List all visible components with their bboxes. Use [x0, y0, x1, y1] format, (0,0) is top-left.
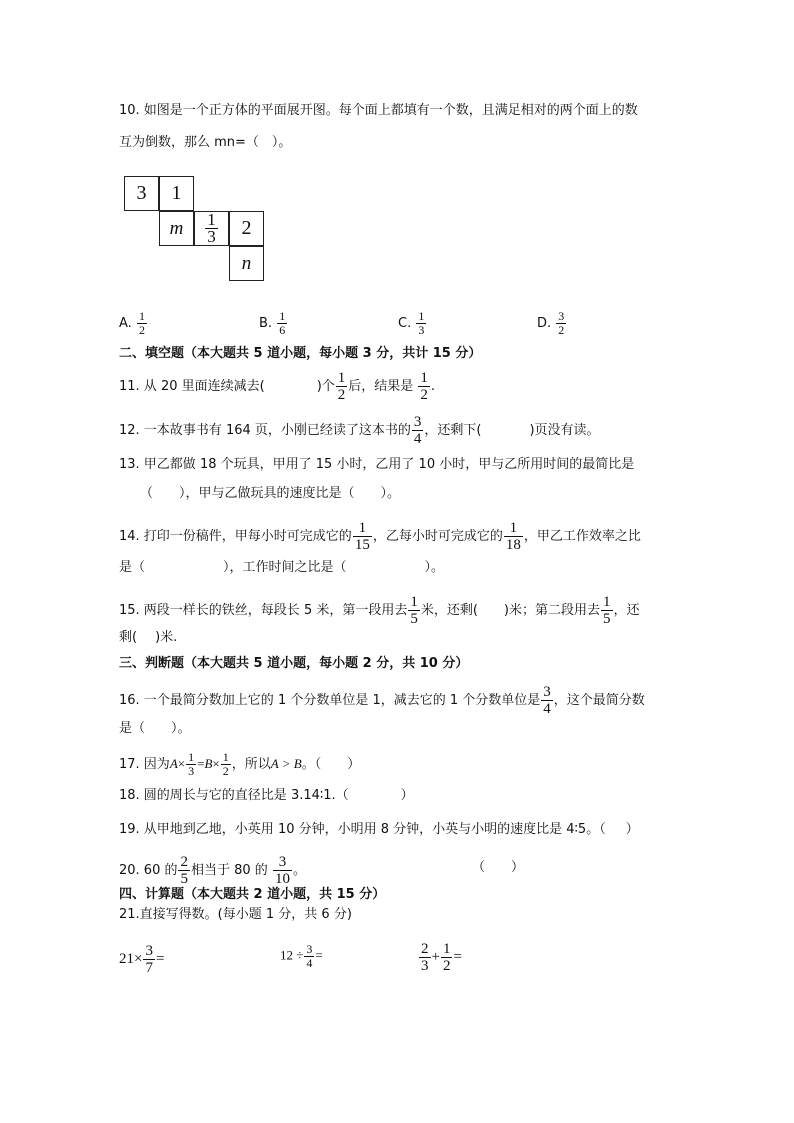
q17-text-a: 17. 因为 — [119, 757, 170, 772]
q16-text-a: 16. 一个最简分数加上它的 1 个分数单位是 1，减去它的 1 个分数单位是 — [119, 693, 541, 708]
q19-text-a: 19. 从甲地到乙地，小英用 10 分钟，小明用 8 分钟，小英与小明的速度比是 4∶5。（ — [119, 822, 606, 837]
q11-frac1-den: 2 — [337, 387, 346, 403]
q20-text-c: 。 — [292, 863, 306, 878]
q12-frac-den: 4 — [413, 431, 422, 447]
q21-e2-b: = — [315, 947, 323, 963]
option-b-label: B. — [259, 316, 273, 331]
option-a-label: A. — [119, 316, 132, 331]
q16-text-b: ，这个最简分数 — [553, 693, 645, 708]
net-fraction-num: 1 — [207, 210, 216, 229]
q15-line2-b: )米. — [155, 630, 178, 645]
q16-line2: 是（ ）。 — [119, 721, 191, 736]
net-cell-m-label: m — [169, 217, 184, 239]
q17 — [119, 751, 360, 778]
net-cell-fraction — [194, 211, 229, 246]
q21-e2-a: 12 ÷ — [280, 947, 304, 963]
q19 — [119, 820, 639, 840]
q20-frac2 — [273, 854, 292, 887]
q21-e3-b: = — [453, 948, 462, 965]
q18 — [119, 786, 414, 806]
q17-text-b: ，所以 — [231, 757, 271, 772]
q17-frac1 — [186, 751, 196, 778]
q20-text-a: 20. 60 的 — [119, 863, 178, 878]
q14-frac1 — [353, 520, 372, 553]
q14-frac1-den: 15 — [354, 537, 370, 553]
section-4-heading: 四、计算题（本大题共 2 道小题，共 15 分） — [119, 887, 386, 902]
option-c-frac — [416, 310, 426, 337]
q12 — [119, 414, 600, 447]
q11-frac1 — [336, 370, 348, 403]
option-a-den: 2 — [138, 323, 145, 337]
q14-line2-a: 是（ — [119, 560, 146, 575]
q21-e1-b: = — [155, 950, 165, 967]
q21-e3-den2: 2 — [442, 958, 451, 974]
q21-e3-op: + — [431, 948, 440, 965]
q15-frac2-den: 5 — [603, 611, 611, 627]
q17-times-2: × — [212, 756, 220, 771]
net-cell-5: 2 — [229, 211, 264, 246]
q15-text-c: )米；第二段用去 — [503, 603, 600, 618]
q15-frac1 — [408, 594, 420, 627]
option-c[interactable] — [398, 310, 427, 337]
net-fraction-den: 3 — [207, 227, 216, 246]
q21-e2-frac — [304, 943, 314, 970]
option-d-label: D. — [537, 316, 552, 331]
q12-frac — [412, 414, 424, 447]
option-d[interactable] — [537, 310, 567, 337]
q21-e1-a: 21× — [119, 950, 143, 967]
q14-frac2 — [504, 520, 523, 553]
q17-frac2-num: 1 — [222, 750, 229, 764]
q21-e3-den1: 3 — [421, 958, 429, 974]
section-3-heading: 三、判断题（本大题共 5 道小题，每小题 2 分，共 10 分） — [119, 656, 469, 671]
q14-frac2-den: 18 — [505, 537, 521, 553]
q15-text-a: 15. 两段一样长的铁丝，每段长 5 米，第一段用去 — [119, 603, 408, 618]
option-b[interactable] — [259, 310, 288, 337]
q21-e3-num1: 2 — [421, 941, 429, 957]
net-cell-m — [159, 211, 194, 246]
q13-line1: 13. 甲乙都做 18 个玩具，甲用了 15 小时，乙用了 10 小时，甲与乙所用时间的最简比是 — [119, 457, 635, 472]
q15-line1 — [119, 594, 640, 627]
q17-var-a: A — [169, 756, 178, 771]
q20-frac1 — [178, 854, 190, 887]
net-fraction — [205, 212, 218, 245]
q17-times-1: × — [177, 756, 186, 771]
q10-line1: 10. 如图是一个正方体的平面展开图。每个面上都填有一个数，且满足相对的两个面上的数 — [119, 103, 638, 118]
section-2-heading: 二、填空题（本大题共 5 道小题，每小题 3 分，共计 15 分） — [119, 346, 482, 361]
q11-text-c: 后，结果是 — [348, 379, 414, 394]
q11-text-d: . — [430, 379, 436, 394]
q14-frac2-num: 1 — [509, 520, 518, 536]
q11-frac2-den: 2 — [420, 387, 428, 403]
q21-e3-frac2 — [441, 941, 453, 974]
q15-text-b: 米，还剩( — [420, 603, 478, 618]
option-a-frac — [137, 310, 147, 337]
option-b-frac — [277, 310, 287, 337]
q21-expr-3 — [418, 941, 462, 974]
net-cell-n-label: n — [241, 252, 252, 274]
q20-answer-blank[interactable]: （ ） — [472, 860, 525, 875]
net-cell-2: 1 — [159, 176, 194, 211]
option-a[interactable] — [119, 310, 148, 337]
q14-line2-b: ），工作时间之比是（ — [223, 560, 347, 575]
q12-frac-num: 3 — [413, 414, 422, 430]
net-cell-1: 3 — [124, 176, 159, 211]
q21-e1-frac — [143, 943, 155, 976]
q20-text-b: 相当于 80 的 — [190, 863, 268, 878]
q21-e3-num2: 1 — [442, 941, 451, 957]
q20-frac1-den: 5 — [180, 871, 188, 887]
q21-expr-1 — [119, 943, 164, 976]
q20-frac2-den: 10 — [274, 871, 290, 887]
q14-line2 — [119, 558, 444, 578]
q21-e2-den: 4 — [306, 956, 313, 970]
q21-title: 21.直接写得数。(每小题 1 分，共 6 分) — [119, 907, 352, 922]
option-b-num: 1 — [279, 309, 286, 323]
q15-frac2-num: 1 — [603, 594, 611, 610]
q20-frac1-num: 2 — [180, 854, 188, 870]
q15-text-d: ，还 — [613, 603, 640, 618]
q17-inequality: A > B — [270, 756, 302, 771]
q20 — [119, 854, 306, 887]
net-cell-n — [229, 246, 264, 281]
q12-text-a: 12. 一本故事书有 164 页，小刚已经读了这本书的 — [119, 423, 411, 438]
option-a-num: 1 — [138, 309, 145, 323]
q19-text-b: ） — [625, 822, 639, 837]
q15-frac1-den: 5 — [410, 611, 418, 627]
q15-line2 — [119, 628, 177, 648]
q17-frac1-den: 3 — [188, 764, 195, 778]
option-d-frac — [556, 310, 566, 337]
q11-frac2-num: 1 — [420, 370, 428, 386]
q11-text-a: 11. 从 20 里面连续减去( — [119, 379, 265, 394]
q11-frac1-num: 1 — [337, 370, 346, 386]
option-c-num: 1 — [418, 309, 425, 323]
q16-frac-num: 3 — [543, 684, 551, 700]
q20-frac2-num: 3 — [278, 854, 287, 870]
q13-line2: （ ），甲与乙做玩具的速度比是（ ）。 — [140, 486, 401, 501]
q21-expr-2 — [280, 943, 323, 970]
q17-var-b: B — [204, 756, 213, 771]
q18-text-b: ） — [400, 788, 414, 803]
option-c-den: 3 — [418, 323, 425, 337]
q14-text-c: ，甲乙工作效率之比 — [523, 529, 641, 544]
q14-line1 — [119, 520, 641, 553]
q17-equals: = — [197, 756, 205, 771]
q21-e3-frac1 — [419, 941, 431, 974]
q10-line2: 互为倒数，那么 mn=（ ）。 — [119, 135, 292, 150]
q16-line1 — [119, 684, 645, 717]
q16-frac-den: 4 — [543, 701, 551, 717]
q14-text-b: ，乙每小时可完成它的 — [372, 529, 503, 544]
q21-e1-num: 3 — [145, 943, 153, 959]
q16-frac — [541, 684, 553, 717]
q14-text-a: 14. 打印一份稿件，甲每小时可完成它的 — [119, 529, 352, 544]
q11-frac2 — [418, 370, 430, 403]
option-d-den: 2 — [558, 323, 565, 337]
q14-frac1-num: 1 — [358, 520, 367, 536]
q17-frac1-num: 1 — [188, 750, 195, 764]
option-b-den: 6 — [279, 323, 286, 337]
q17-frac2-den: 2 — [222, 764, 229, 778]
q12-text-c: )页没有读。 — [529, 423, 600, 438]
q11 — [119, 370, 435, 403]
q17-text-d: 。（ ） — [301, 757, 361, 772]
q18-text-a: 18. 圆的周长与它的直径比是 3.14∶1.（ — [119, 788, 349, 803]
q14-line2-c: ）。 — [424, 560, 445, 575]
q12-text-b: ，还剩下( — [424, 423, 482, 438]
q21-e1-den: 7 — [145, 960, 153, 976]
option-c-label: C. — [398, 316, 412, 331]
q15-line2-a: 剩( — [119, 630, 138, 645]
q11-text-b: )个 — [316, 379, 335, 394]
q15-frac1-num: 1 — [410, 594, 418, 610]
q21-e2-num: 3 — [306, 942, 313, 956]
q15-frac2 — [601, 594, 613, 627]
q17-frac2 — [221, 751, 231, 778]
option-d-num: 3 — [558, 309, 565, 323]
